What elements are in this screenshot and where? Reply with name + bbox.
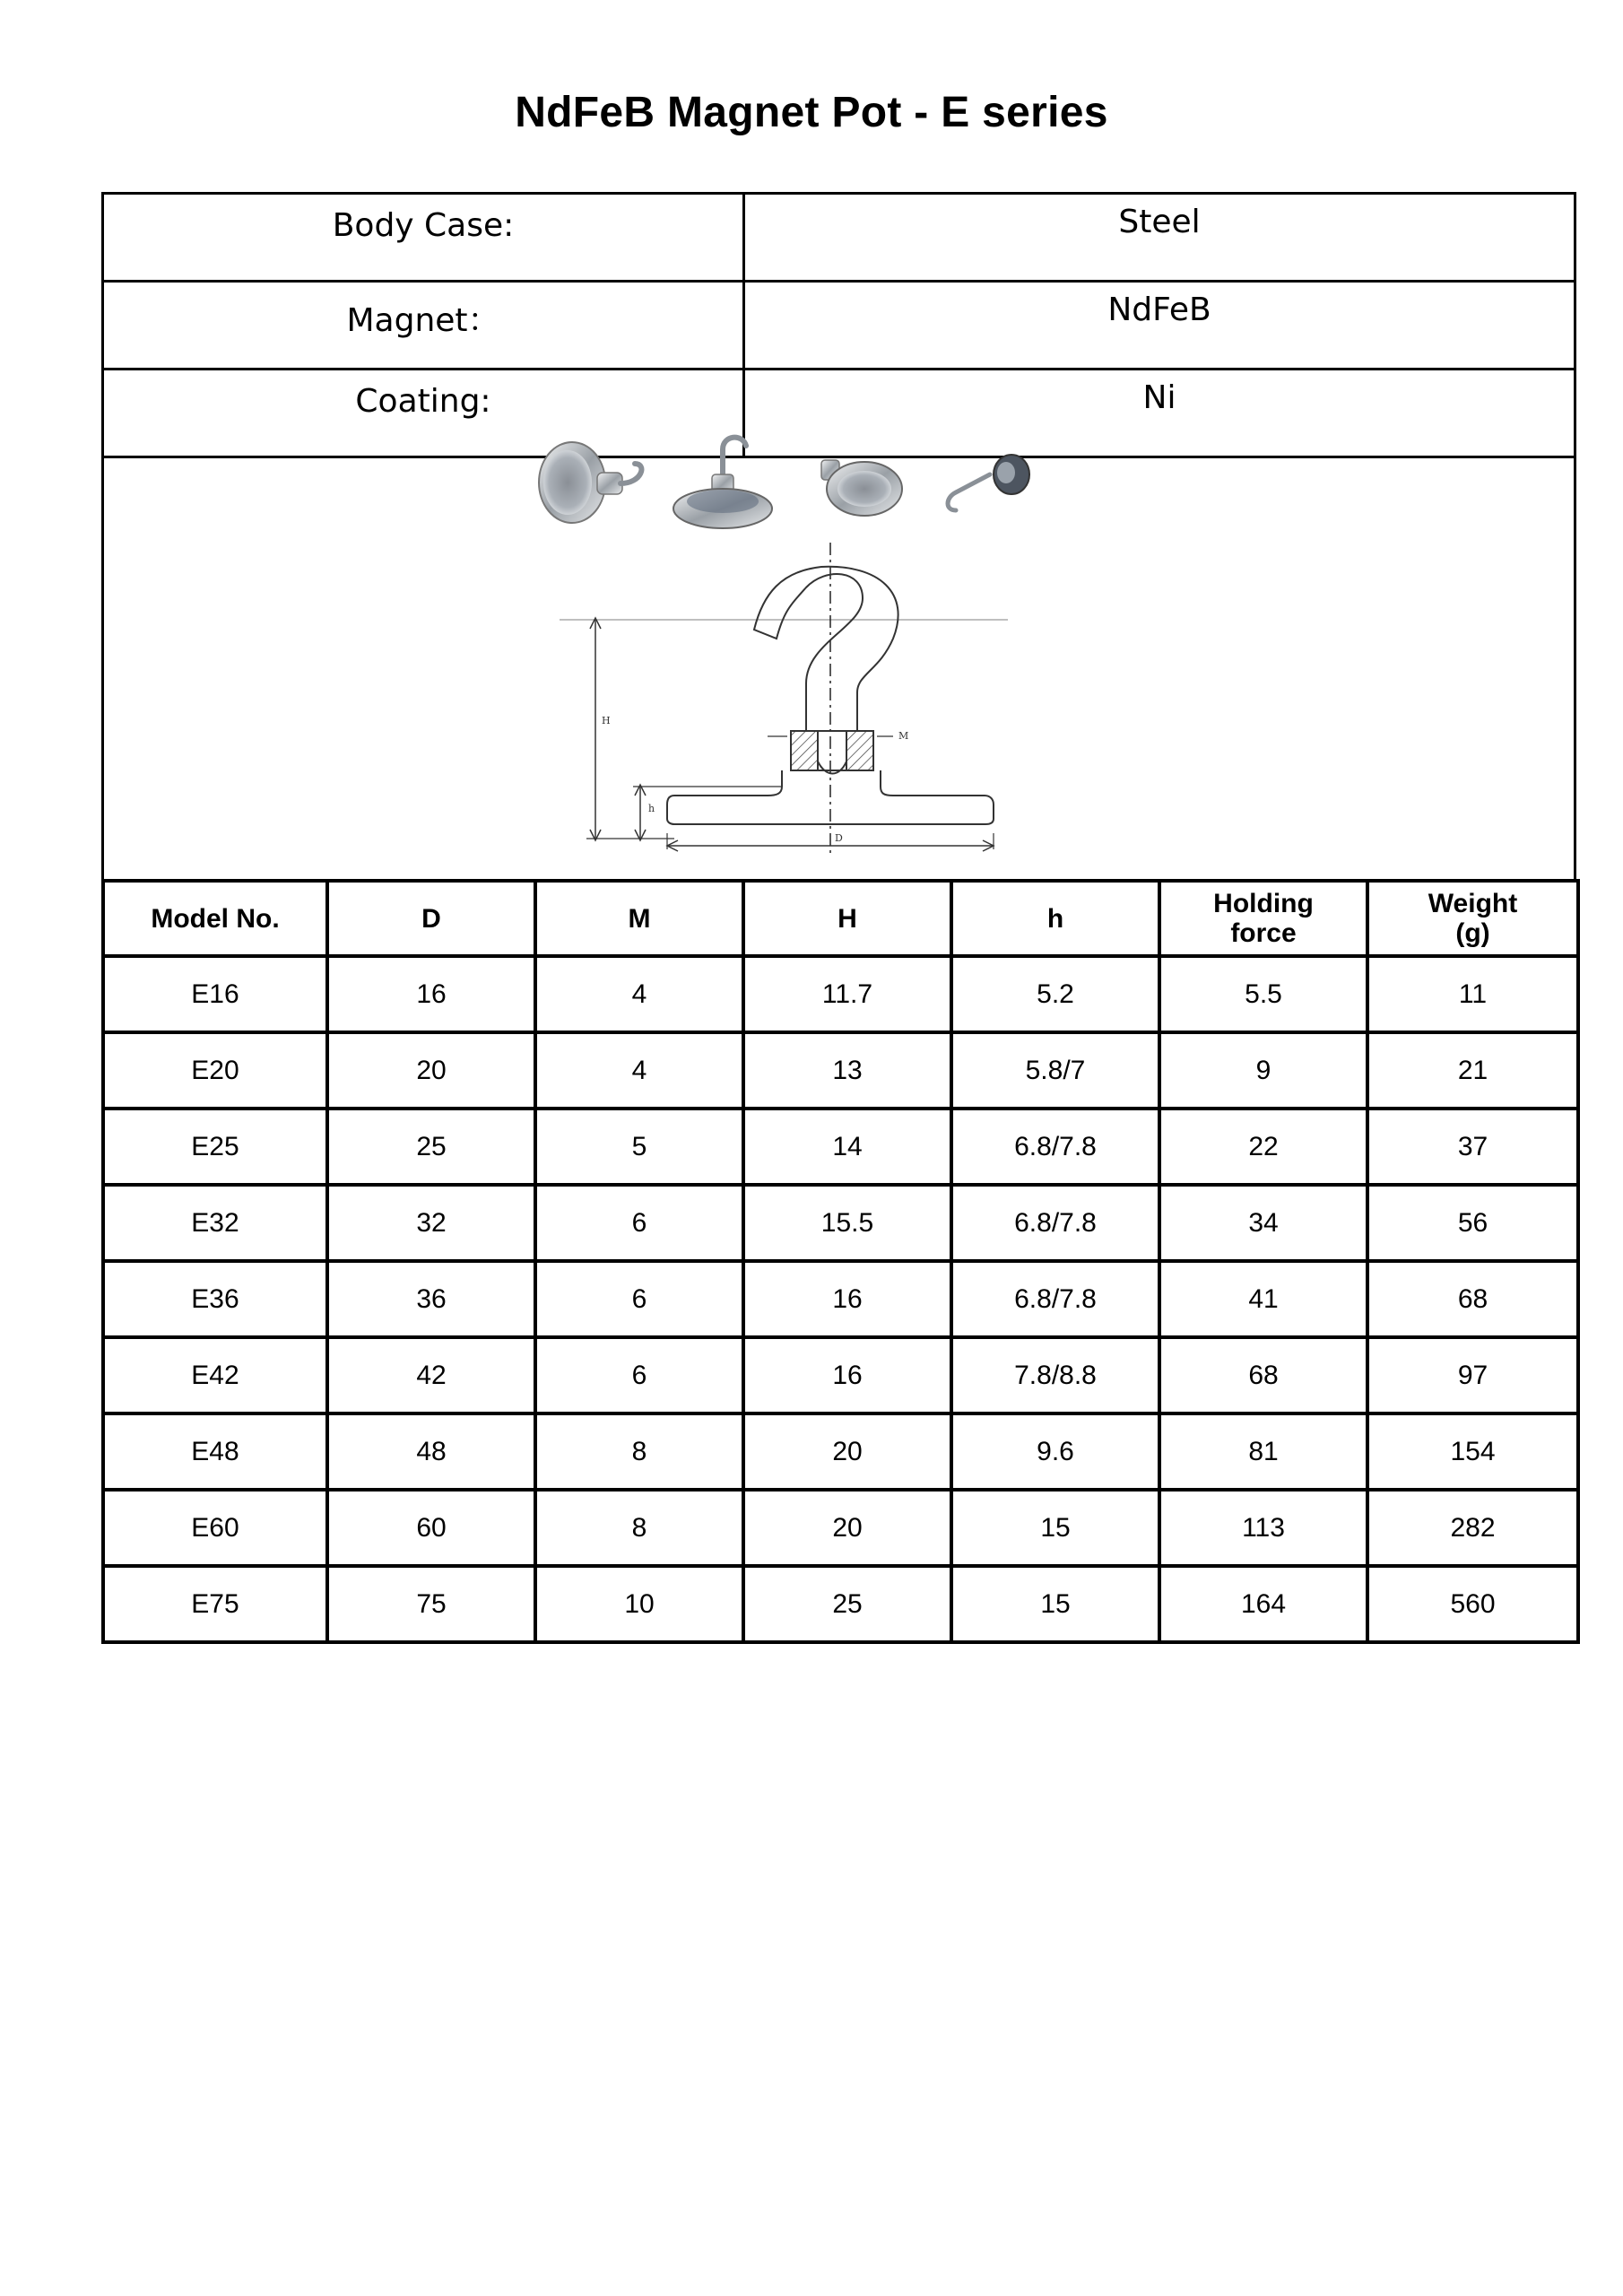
table-row: [103, 1413, 1578, 1490]
technical-drawing: [560, 543, 1008, 857]
table-cell: 15: [951, 1566, 1159, 1642]
table-cell: 9.6: [951, 1413, 1159, 1490]
table-cell: 6.8/7.8: [951, 1185, 1159, 1261]
table-cell: 15.5: [743, 1185, 951, 1261]
table-cell: 282: [1367, 1490, 1578, 1566]
product-figure: [101, 428, 1576, 882]
table-cell: 20: [743, 1490, 951, 1566]
table-row: [103, 1032, 1578, 1109]
table-cell: 20: [743, 1413, 951, 1490]
table-cell: E60: [103, 1490, 327, 1566]
table-cell: 16: [327, 956, 535, 1032]
table-cell: 6: [535, 1261, 743, 1337]
table-cell: 6: [535, 1185, 743, 1261]
table-cell: 16: [743, 1337, 951, 1413]
table-cell: 20: [327, 1032, 535, 1109]
table-cell: E16: [103, 956, 327, 1032]
table-cell: 42: [327, 1337, 535, 1413]
table-row: [103, 1261, 1578, 1337]
table-cell: 60: [327, 1490, 535, 1566]
table-row: [103, 1185, 1578, 1261]
table-cell: 164: [1159, 1566, 1367, 1642]
table-cell: 68: [1159, 1337, 1367, 1413]
table-row: [103, 1490, 1578, 1566]
table-cell: 25: [327, 1109, 535, 1185]
table-cell: 68: [1367, 1261, 1578, 1337]
table-cell: 81: [1159, 1413, 1367, 1490]
table-cell: 154: [1367, 1413, 1578, 1490]
table-cell: 21: [1367, 1032, 1578, 1109]
table-cell: 32: [327, 1185, 535, 1261]
table-cell: 36: [327, 1261, 535, 1337]
spec-label: Magnet：: [103, 282, 744, 370]
table-row: [103, 956, 1578, 1032]
table-cell: 48: [327, 1413, 535, 1490]
column-header: Weight (g): [1367, 881, 1578, 956]
table-cell: E48: [103, 1413, 327, 1490]
table-cell: 5: [535, 1109, 743, 1185]
table-cell: 5.8/7: [951, 1032, 1159, 1109]
table-cell: E42: [103, 1337, 327, 1413]
model-spec-table: [101, 879, 1580, 1644]
spec-value: Steel: [744, 194, 1575, 282]
table-cell: 14: [743, 1109, 951, 1185]
column-header: Holding force: [1159, 881, 1367, 956]
column-header: M: [535, 881, 743, 956]
table-cell: 6.8/7.8: [951, 1109, 1159, 1185]
table-body: [103, 956, 1578, 1642]
table-cell: 22: [1159, 1109, 1367, 1185]
table-cell: 37: [1367, 1109, 1578, 1185]
table-cell: 13: [743, 1032, 951, 1109]
magnet-pot-hook-angled: [948, 455, 1029, 510]
column-header: h: [951, 881, 1159, 956]
table-cell: 4: [535, 956, 743, 1032]
table-cell: 15: [951, 1490, 1159, 1566]
spec-row-body-case: [103, 194, 1575, 282]
table-cell: 8: [535, 1413, 743, 1490]
table-cell: E75: [103, 1566, 327, 1642]
spec-label: Coating:: [103, 370, 744, 457]
dimension-label-h: h: [648, 803, 655, 814]
table-cell: 11.7: [743, 956, 951, 1032]
product-illustration: [104, 428, 1574, 882]
table-cell: 5.2: [951, 956, 1159, 1032]
table-header-row: [103, 881, 1578, 956]
table-cell: 56: [1367, 1185, 1578, 1261]
spec-value: Ni: [744, 370, 1575, 457]
table-cell: 6: [535, 1337, 743, 1413]
table-cell: E25: [103, 1109, 327, 1185]
table-row: [103, 1566, 1578, 1642]
table-cell: 97: [1367, 1337, 1578, 1413]
table-cell: 7.8/8.8: [951, 1337, 1159, 1413]
table-cell: 6.8/7.8: [951, 1261, 1159, 1337]
table-cell: 113: [1159, 1490, 1367, 1566]
table-cell: 11: [1367, 956, 1578, 1032]
table-cell: 10: [535, 1566, 743, 1642]
table-cell: E20: [103, 1032, 327, 1109]
magnet-pot-hook-top: [673, 438, 772, 528]
page-title: NdFeB Magnet Pot - E series: [515, 89, 1108, 136]
table-cell: 8: [535, 1490, 743, 1566]
dimension-label-H: H: [602, 715, 611, 726]
table-row: [103, 1337, 1578, 1413]
column-header: Model No.: [103, 881, 327, 956]
magnet-pot-base: [821, 460, 902, 516]
table-cell: 4: [535, 1032, 743, 1109]
spec-value: NdFeB: [744, 282, 1575, 370]
table-cell: 25: [743, 1566, 951, 1642]
table-cell: 75: [327, 1566, 535, 1642]
spec-label: Body Case:: [103, 194, 744, 282]
column-header: H: [743, 881, 951, 956]
table-row: [103, 1109, 1578, 1185]
magnet-pot-hook-side: [539, 442, 641, 523]
table-cell: 560: [1367, 1566, 1578, 1642]
material-spec-table: [101, 192, 1576, 458]
table-cell: 5.5: [1159, 956, 1367, 1032]
dimension-label-D: D: [835, 832, 843, 844]
column-header: D: [327, 881, 535, 956]
table-cell: 41: [1159, 1261, 1367, 1337]
table-cell: 9: [1159, 1032, 1367, 1109]
dimension-label-M: M: [898, 730, 909, 742]
table-cell: 16: [743, 1261, 951, 1337]
table-cell: 34: [1159, 1185, 1367, 1261]
spec-row-magnet: [103, 282, 1575, 370]
table-cell: E32: [103, 1185, 327, 1261]
table-cell: E36: [103, 1261, 327, 1337]
